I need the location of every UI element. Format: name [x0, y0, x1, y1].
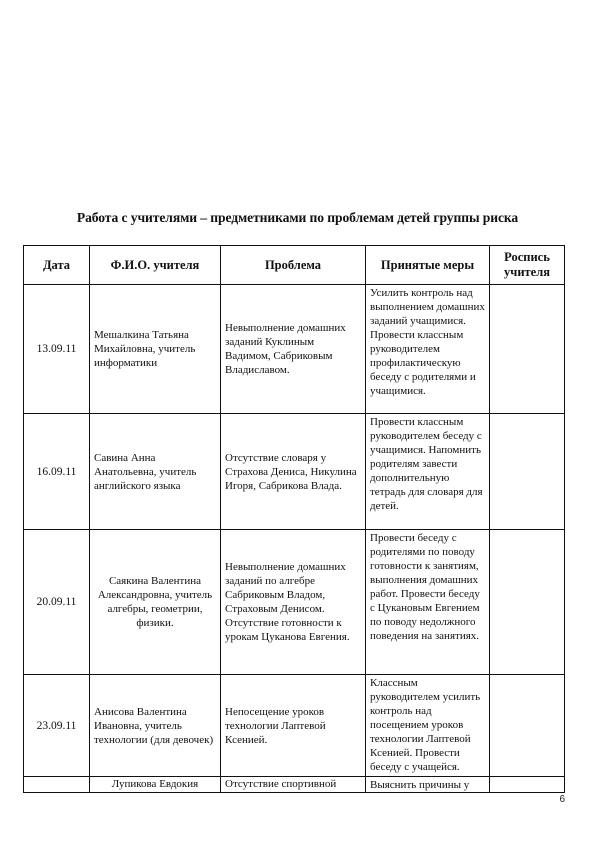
- row-problem: Отсутствие словаря у Страхова Дениса, Никулина Игоря, Сабрикова Влада.: [221, 414, 366, 530]
- table-row: [24, 530, 565, 675]
- row-measures: Выяснить причины у: [366, 777, 490, 793]
- row-measures: Усилить контроль над выполнением домашних заданий учащимися. Провести классным руководителем профилактическую беседу с родителями и учащимися.: [366, 285, 490, 414]
- row-date: 20.09.11: [24, 530, 90, 675]
- table-row: [24, 675, 565, 777]
- header-measures: Принятые меры: [366, 246, 490, 285]
- table-row: [24, 414, 565, 530]
- row-teacher: Анисова Валентина Ивановна, учитель технологии (для девочек): [90, 675, 221, 777]
- header-date: Дата: [24, 246, 90, 285]
- row-measures: Классным руководителем усилить контроль над посещением уроков технологии Лаптевой Ксенией. Провести беседу с учащейся.: [366, 675, 490, 777]
- row-problem: Непосещение уроков технологии Лаптевой Ксенией.: [221, 675, 366, 777]
- row-date: 13.09.11: [24, 285, 90, 414]
- row-teacher: Лупикова Евдокия: [90, 777, 221, 793]
- teacher-work-table: [23, 245, 565, 793]
- row-signature: [490, 285, 565, 414]
- table-row: [24, 285, 565, 414]
- row-problem: Отсутствие спортивной: [221, 777, 366, 793]
- row-date: [24, 777, 90, 793]
- row-signature: [490, 675, 565, 777]
- document-title: Работа с учителями – предметниками по проблемам детей группы риска: [76, 210, 519, 225]
- page-number: 6: [559, 794, 565, 805]
- row-teacher: Мешалкина Татьяна Михайловна, учитель информатики: [90, 285, 221, 414]
- row-problem: Невыполнение домашних заданий по алгебре Сабриковым Владом, Страховым Денисом. Отсутствие готовности к урокам Цуканова Евгения.: [221, 530, 366, 675]
- row-teacher: Саякина Валентина Александровна, учитель алгебры, геометрии, физики.: [90, 530, 221, 675]
- row-date: 23.09.11: [24, 675, 90, 777]
- header-problem: Проблема: [221, 246, 366, 285]
- row-signature: [490, 414, 565, 530]
- row-problem: Невыполнение домашних заданий Куклиным Вадимом, Сабриковым Владиславом.: [221, 285, 366, 414]
- row-signature: [490, 777, 565, 793]
- row-teacher: Савина Анна Анатольевна, учитель английского языка: [90, 414, 221, 530]
- header-teacher: Ф.И.О. учителя: [90, 246, 221, 285]
- row-date: 16.09.11: [24, 414, 90, 530]
- row-measures: Провести классным руководителем беседу с учащимися. Напомнить родителям завести дополнительную тетрадь для словаря для детей.: [366, 414, 490, 530]
- header-signature: Роспись учителя: [490, 246, 565, 285]
- table-row: [24, 777, 565, 793]
- row-signature: [490, 530, 565, 675]
- row-measures: Провести беседу с родителями по поводу готовности к занятиям, выполнения домашних работ. Провести беседу с Цукановым Евгением по поводу недолжного поведения на занятиях.: [366, 530, 490, 675]
- table-header-row: [24, 246, 565, 285]
